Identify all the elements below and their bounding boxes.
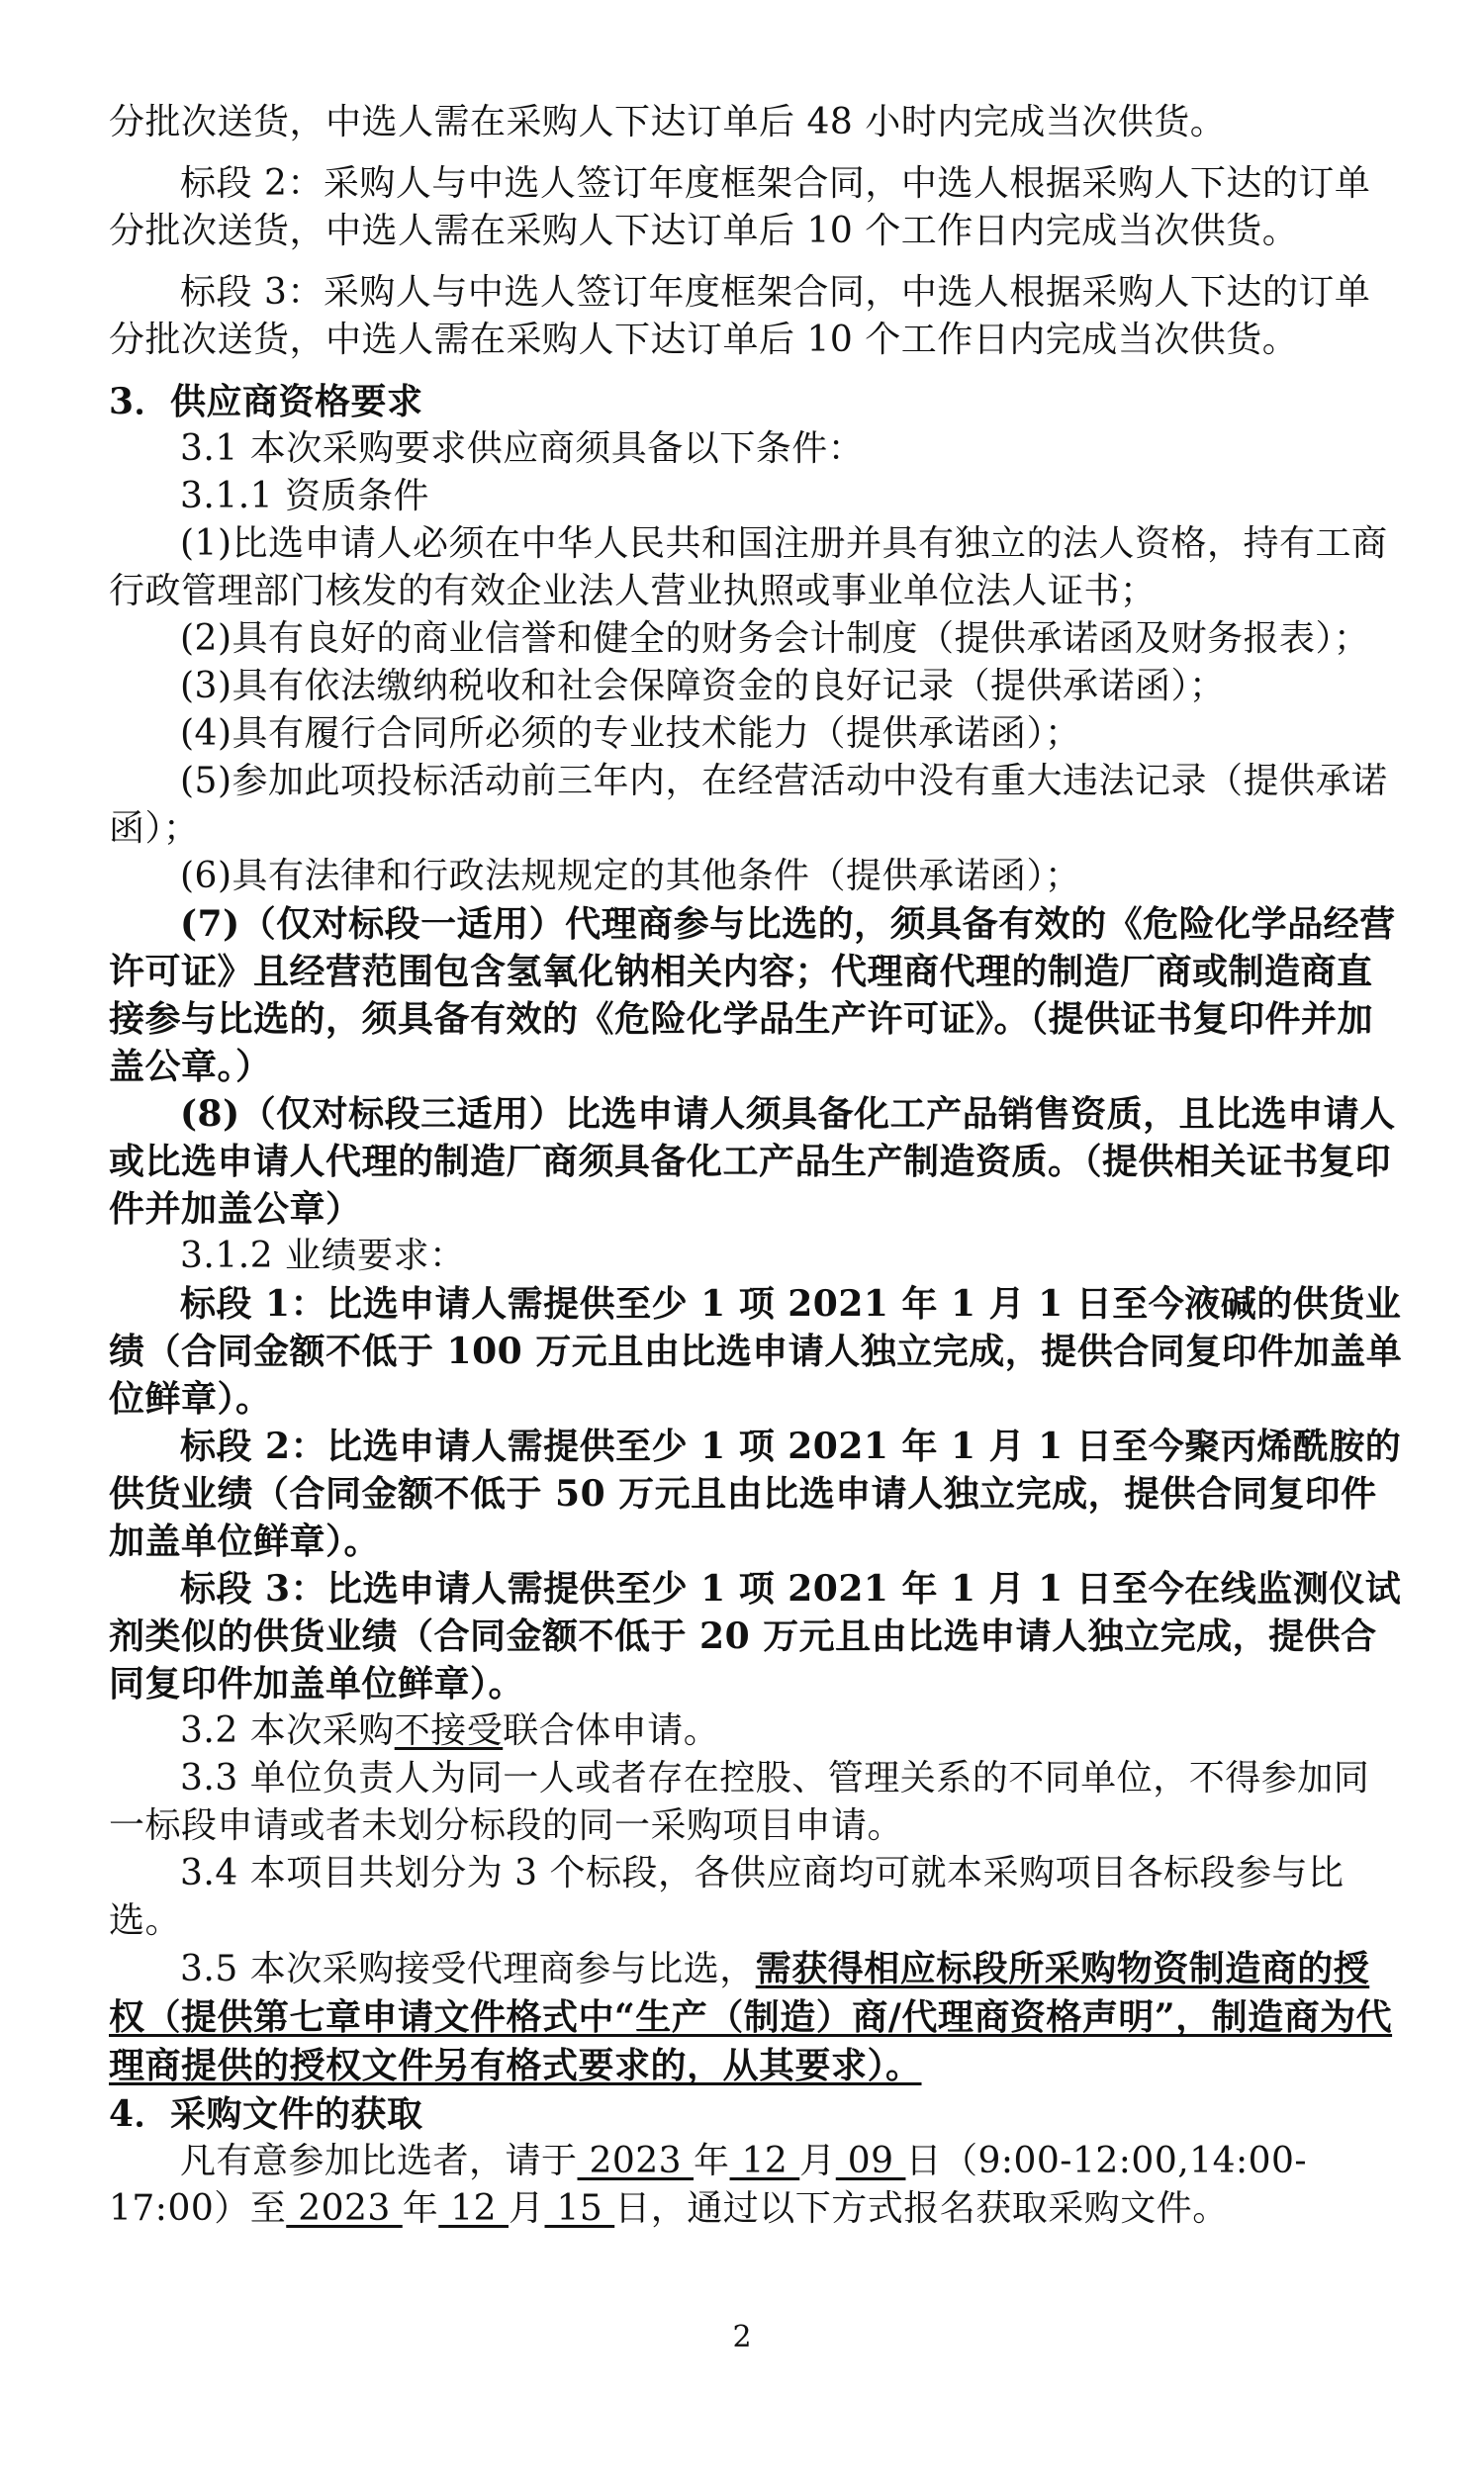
condition-6: (6)具有法律和行政法规规定的其他条件（提供承诺函）； <box>180 856 1081 896</box>
condition-4: (4)具有履行合同所必须的专业技术能力（提供承诺函）； <box>180 713 1081 754</box>
acq-start-month: 12 <box>729 2141 800 2181</box>
document-body <box>109 99 1405 2233</box>
acq-start-year: 2023 <box>577 2141 695 2181</box>
clause-3-2-tail: 联合体申请。 <box>503 1710 720 1751</box>
clause-3-2-lead: 3.2 本次采购 <box>180 1710 395 1751</box>
acq-month-label-2: 月 <box>508 2188 545 2229</box>
page-number: 2 <box>732 2320 752 2354</box>
acq-lead: 凡有意参加比选者，请于 <box>180 2141 578 2181</box>
paragraph-document-acquisition <box>109 2138 1405 2233</box>
condition-7: (7)（仅对标段一适用）代理商参与比选的，须具备有效的《危险化学品经营许可证》且经营范围包含氢氧化钠相关内容；代理商代理的制造厂商或制造商直接参与比选的，须具备有效的《危险化学品生产许可证》。（提供证书复印件并加盖公章。） <box>109 903 1396 1087</box>
clause-3-5 <box>109 1945 1405 2090</box>
condition-1: (1)比选申请人必须在中华人民共和国注册并具有独立的法人资格，持有工商行政管理部门核发的有效企业法人营业执照或事业单位法人证书； <box>109 523 1388 611</box>
paragraph-delivery-lot3: 标段 3：采购人与中选人签订年度框架合同，中选人根据采购人下达的订单分批次送货，中选人需在采购人下达订单后 10 个工作日内完成当次供货。 <box>109 272 1371 360</box>
clause-3-2-underlined: 不接受 <box>394 1710 504 1751</box>
performance-lot2: 标段 2：比选申请人需提供至少 1 项 2021 年 1 月 1 日至今聚丙烯酰胺的供货业绩（合同金额不低于 50 万元且由比选申请人独立完成，提供合同复印件加盖单位鲜章）。 <box>109 1426 1402 1562</box>
subheading-3-1: 3.1 本次采购要求供应商须具备以下条件： <box>180 428 865 469</box>
clause-3-2 <box>109 1707 1405 1755</box>
clause-3-4: 3.4 本项目共划分为 3 个标段，各供应商均可就本采购项目各标段参与比选。 <box>109 1853 1345 1941</box>
subheading-3-1-1: 3.1.1 资质条件 <box>180 476 430 516</box>
acq-end-month: 12 <box>438 2188 509 2229</box>
condition-3: (3)具有依法缴纳税收和社会保障资金的良好记录（提供承诺函）； <box>180 666 1226 706</box>
heading-section-3: 3．供应商资格要求 <box>109 381 423 422</box>
condition-5: (5)参加此项投标活动前三年内，在经营活动中没有重大违法记录（提供承诺函）； <box>109 761 1388 849</box>
acq-hours: 日（9:00-12:00,14:00-17:00）至 <box>109 2141 1308 2229</box>
clause-3-3: 3.3 单位负责人为同一人或者存在控股、管理关系的不同单位，不得参加同一标段申请或者未划分标段的同一采购项目申请。 <box>109 1758 1370 1846</box>
acq-start-day: 09 <box>835 2141 906 2181</box>
acq-end-year: 2023 <box>286 2188 403 2229</box>
heading-section-4: 4．采购文件的获取 <box>109 2093 423 2135</box>
paragraph-delivery-lot1-tail: 分批次送货，中选人需在采购人下达订单后 48 小时内完成当次供货。 <box>109 102 1227 142</box>
acq-year-label-1: 年 <box>694 2141 730 2181</box>
subheading-3-1-2: 3.1.2 业绩要求： <box>180 1236 466 1276</box>
acq-month-label-1: 月 <box>799 2141 836 2181</box>
acq-tail: 日，通过以下方式报名获取采购文件。 <box>614 2188 1229 2229</box>
clause-3-5-underlined: 需获得相应标段所采购物资制造商的授权（提供第七章申请文件格式中“生产（制造）商/代理商资格声明”，制造商为代理商提供的授权文件另有格式要求的，从其要求）。 <box>109 1948 1393 2086</box>
clause-3-5-lead: 3.5 本次采购接受代理商参与比选， <box>180 1949 756 1989</box>
condition-8: (8)（仅对标段三适用）比选申请人须具备化工产品销售资质，且比选申请人或比选申请人代理的制造厂商须具备化工产品生产制造资质。（提供相关证书复印件并加盖公章） <box>109 1093 1396 1230</box>
condition-2: (2)具有良好的商业信誉和健全的财务会计制度（提供承诺函及财务报表）； <box>180 618 1370 659</box>
acq-end-day: 15 <box>544 2188 615 2229</box>
performance-lot1: 标段 1：比选申请人需提供至少 1 项 2021 年 1 月 1 日至今液碱的供货业绩（合同金额不低于 100 万元且由比选申请人独立完成，提供合同复印件加盖单位鲜章）。 <box>109 1283 1403 1420</box>
performance-lot3: 标段 3：比选申请人需提供至少 1 项 2021 年 1 月 1 日至今在线监测仪试剂类似的供货业绩（合同金额不低于 20 万元且由比选申请人独立完成，提供合同复印件加盖单位鲜章）。 <box>109 1568 1402 1705</box>
paragraph-delivery-lot2: 标段 2：采购人与中选人签订年度框架合同，中选人根据采购人下达的订单分批次送货，中选人需在采购人下达订单后 10 个工作日内完成当次供货。 <box>109 163 1371 251</box>
acq-year-label-2: 年 <box>402 2188 439 2229</box>
